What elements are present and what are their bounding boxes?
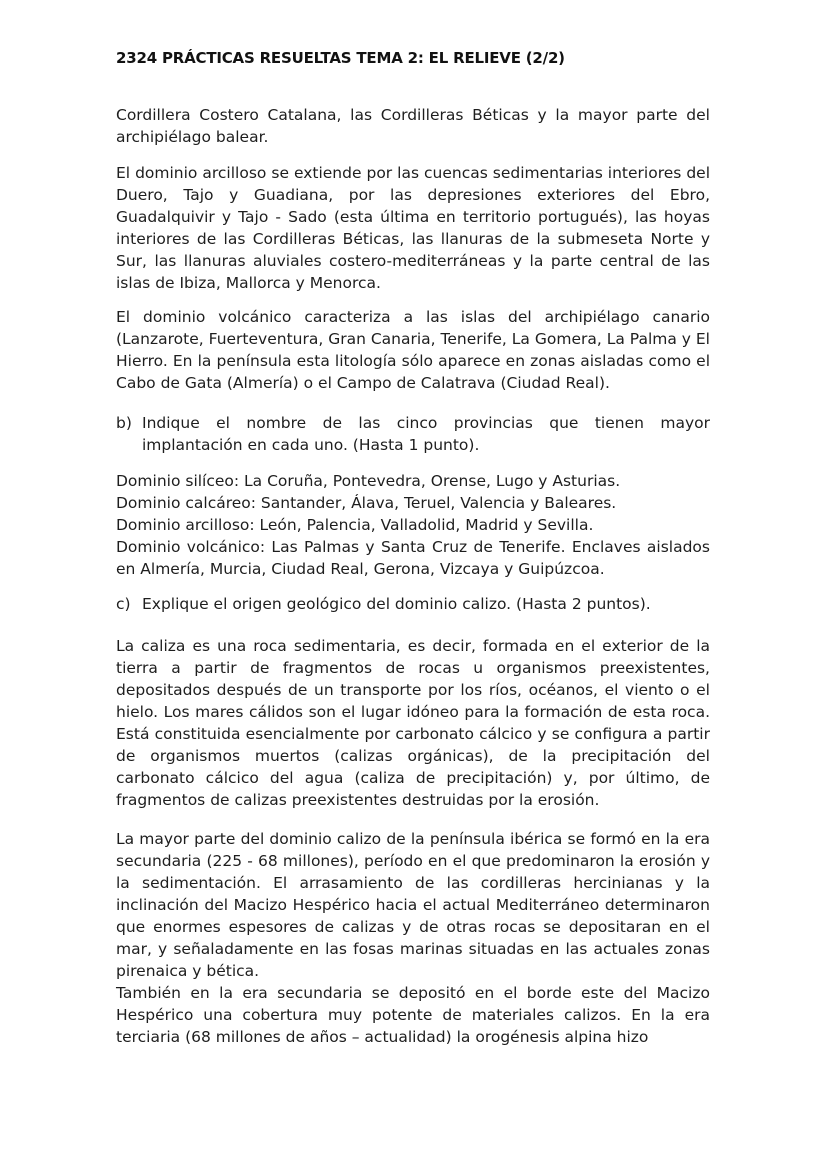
question-b [116, 412, 710, 456]
paragraph-dominio-volcanico: El dominio volcánico caracteriza a las islas del archipiélago canario (Lanzarote, Fuerteventura, Gran Canaria, Tenerife, La Gomera, La Palma y El Hierro. En la península esta litología sólo aparece en zonas aisladas como el Cabo de Gata (Almería) o el Campo de Calatrava (Ciudad Real). [116, 308, 710, 392]
paragraph-era-secundaria: La mayor parte del dominio calizo de la península ibérica se formó en la era secundaria (225 - 68 millones), período en el que predominaron la erosión y la sedimentación. El arrasamiento de las cordilleras hercinianas y la inclinación del Macizo Hespérico hacia el actual Mediterráneo determinaron que enormes espesores de calizas y de otras rocas se depositaran en el mar, y señaladamente en las fosas marinas situadas en las actuales zonas pirenaica y bética. [116, 830, 710, 980]
question-c-label: c) [116, 595, 131, 613]
question-c-text: Explique el origen geológico del dominio calizo. (Hasta 2 puntos). [142, 595, 651, 613]
domain-item-calcareo: Dominio calcáreo: Santander, Álava, Teruel, Valencia y Baleares. [116, 494, 617, 512]
question-b-label: b) [116, 414, 132, 432]
paragraph-era-terciaria: También en la era secundaria se depositó en el borde este del Macizo Hespérico una cobertura muy potente de materiales calizos. En la era terciaria (68 millones de años – actualidad) la orogénesis alpina hizo [116, 984, 710, 1046]
domain-item-arcilloso: Dominio arcilloso: León, Palencia, Valladolid, Madrid y Sevilla. [116, 516, 594, 534]
domain-item-siliceo: Dominio silíceo: La Coruña, Pontevedra, Orense, Lugo y Asturias. [116, 472, 621, 490]
domain-provinces-list [116, 470, 710, 580]
question-c [116, 593, 710, 615]
document-content [116, 48, 710, 1048]
paragraph-dominio-arcilloso: El dominio arcilloso se extiende por las cuencas sedimentarias interiores del Duero, Tajo y Guadiana, por las depresiones exteriores del Ebro, Guadalquivir y Tajo - Sado (esta última en territorio portugués), las hoyas interiores de las Cordilleras Béticas, las llanuras de la submeseta Norte y Sur, las llanuras aluviales costero-mediterráneas y la parte central de las islas de Ibiza, Mallorca y Menorca. [116, 164, 710, 292]
document-title: 2324 PRÁCTICAS RESUELTAS TEMA 2: EL RELIEVE (2/2) [116, 49, 565, 67]
paragraph-intro: Cordillera Costero Catalana, las Cordilleras Béticas y la mayor parte del archipiélago balear. [116, 106, 710, 146]
paragraph-caliza-origen: La caliza es una roca sedimentaria, es decir, formada en el exterior de la tierra a partir de fragmentos de rocas u organismos preexistentes, depositados después de un transporte por los ríos, océanos, el viento o el hielo. Los mares cálidos son el lugar idóneo para la formación de esta roca. Está constituida esencialmente por carbonato cálcico y se configura a partir de organismos muertos (calizas orgánicas), de la precipitación del carbonato cálcico del agua (caliza de precipitación) y, por último, de fragmentos de calizas preexistentes destruidas por la erosión. [116, 637, 710, 809]
domain-item-volcanico: Dominio volcánico: Las Palmas y Santa Cruz de Tenerife. Enclaves aislados en Almería, Murcia, Ciudad Real, Gerona, Vizcaya y Guipúzcoa. [116, 538, 710, 578]
question-b-text: Indique el nombre de las cinco provincias que tienen mayor implantación en cada uno. (Hasta 1 punto). [142, 414, 710, 454]
